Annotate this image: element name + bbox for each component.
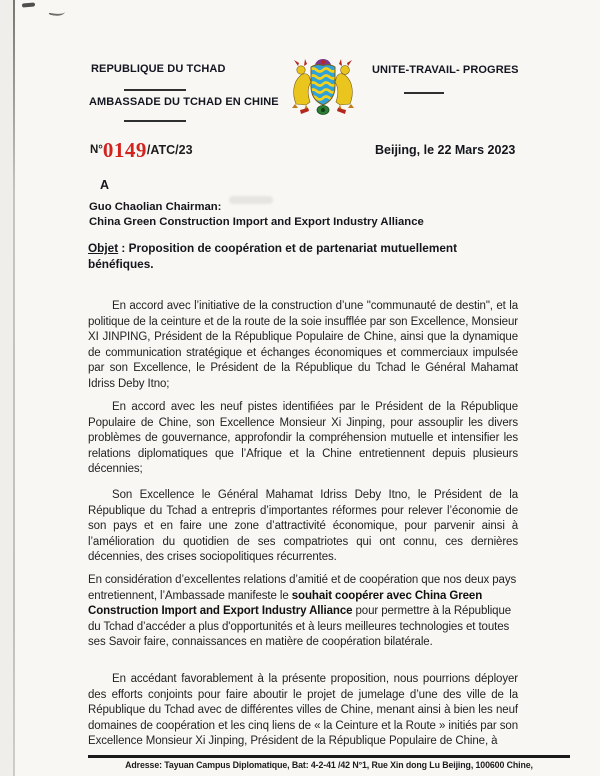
chad-coat-of-arms-icon xyxy=(282,58,364,118)
subject-text: Proposition de coopération et de partenariat mutuellement bénéfiques. xyxy=(88,241,458,271)
reference-suffix: /ATC/23 xyxy=(146,143,193,157)
scan-left-margin xyxy=(0,0,13,776)
body-paragraph-2: En accord avec les neuf pistes identifiées par le Président de la République Populaire de Chine, son Excellence Monsieur Xi Jinping, pour assouplir les divers problèmes de gouvernance, approfondir la compréhension mutuelle et intensifier les relations diplomatiques que l’Afrique et la Chine entretiennent depuis plusieurs décennies; xyxy=(88,401,518,476)
subject-line xyxy=(88,241,518,272)
paragraph-4-bold-alliance-name: souhait coopérer avec China Green Construction Import and Export Industry Alliance xyxy=(88,589,483,618)
scan-noise-squiggle xyxy=(48,7,65,17)
subject-separator: : xyxy=(118,241,129,255)
scan-noise-mark xyxy=(22,2,35,7)
scan-smudge xyxy=(229,196,273,204)
divider-under-embassy xyxy=(124,120,186,122)
body-paragraph-3: Son Excellence le Général Mahamat Idriss Deby Itno, le Président de la République du Tchad a entrepris d’importantes réformes pour relever l’économie de son pays et en faire une zone d’attractivité économique, pour parvenir ainsi à l’amélioration du quotidien de ses compatriotes qui ont connu, ces dernières décennies, des crises sociopolitiques récurrentes. xyxy=(88,489,518,564)
salutation: A xyxy=(100,178,110,192)
footer-divider xyxy=(88,755,570,758)
republic-title: REPUBLIQUE DU TCHAD xyxy=(91,63,226,75)
footer-address: Adresse: Tayuan Campus Diplomatique, Bat: 4-2-41 /42 N°1, Rue Xin dong Lu Beijing, 100600 Chine, xyxy=(125,760,533,770)
body-paragraph-5: En accédant favorablement à la présente proposition, nous pourrions déployer des efforts conjoints pour faire aboutir le projet de jumelage d’une des ville de la République du Tchad avec de différentes villes de Chine, menant ainsi à bien les neuf domaines de coopération et les cinq liens de « la Ceinture et la Route » initiés par son Excellence Monsieur Xi Jinping, Président de la République Populaire de Chine, à xyxy=(88,673,518,748)
recipient-name: Guo Chaolian Chairman: xyxy=(89,201,222,213)
reference-number xyxy=(90,138,193,163)
reference-digits: 0149 xyxy=(102,138,147,162)
embassy-title: AMBASSADE DU TCHAD EN CHINE xyxy=(89,96,279,108)
recipient-organization: China Green Construction Import and Export Industry Alliance xyxy=(89,216,424,228)
subject-label: Objet xyxy=(88,241,119,255)
paragraph-4-text-continued: pour permettre à la République du Tchad d’accéder a plus d'opportunités et à leurs meilleures technologies et toutes ses Savoir faire, connaissances en matière de coopération bilatérale. xyxy=(88,605,512,649)
divider-under-motto xyxy=(404,92,444,94)
body-paragraph-4 xyxy=(88,573,518,651)
date-line: Beijing, le 22 Mars 2023 xyxy=(375,143,516,157)
divider-under-republic xyxy=(124,89,186,91)
reference-prefix: N° xyxy=(90,144,103,156)
body-paragraph-1: En accord avec l’initiative de la construction d’une "communauté de destin", et la politique de la ceinture et de la route de la soie insufflée par son Excellence, Monsieur XI JINPING, Président de la République Populaire de Chine, ainsi que la dynamique de communication stratégique et échanges économiques et commerciaux impulsée par son Excellence, le Président de la République du Tchad le Général Mahamat Idriss Deby Itno; xyxy=(88,300,518,390)
paragraph-4-text: En considération d’excellentes relations d’amitié et de coopération que nos deux pays entretiennent, l’Ambassade manifeste le xyxy=(88,574,517,602)
national-motto: UNITE-TRAVAIL- PROGRES xyxy=(372,64,519,76)
scan-edge-line xyxy=(13,0,15,776)
